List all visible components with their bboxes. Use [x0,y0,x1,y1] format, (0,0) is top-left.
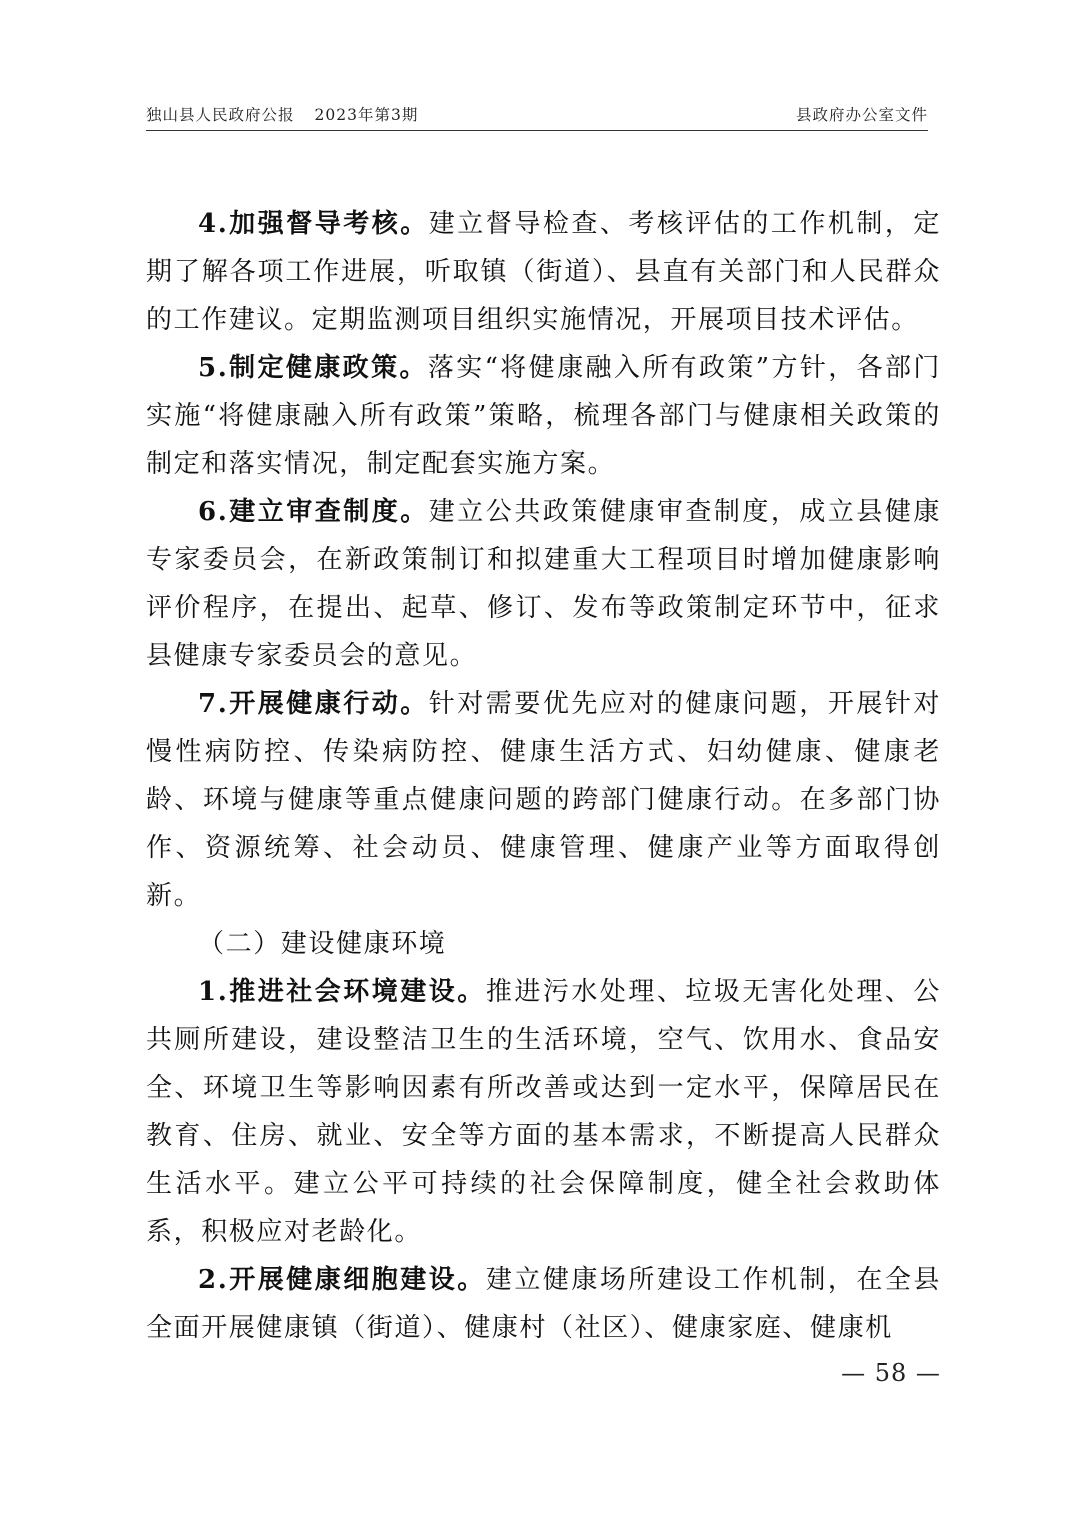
header-divider [146,130,928,131]
document-body [146,200,941,1352]
paragraph-health-policy [146,344,941,488]
paragraph-review-system [146,488,941,680]
paragraph-health-action [146,680,941,920]
running-header [146,104,928,126]
paragraph-text: 针对需要优先应对的健康问题，开展针对慢性病防控、传染病防控、健康生活方式、妇幼健康、健康老龄、环境与健康等重点健康问题的跨部门健康行动。在多部门协作、资源统筹、社会动员、健康管理、健康产业等方面取得创新。 [146,689,941,911]
paragraph-social-environment [146,968,941,1256]
section-title: 县政府办公室文件 [795,106,928,124]
issue-number: 2023年第3期 [314,106,419,124]
paragraph-text: 建立公共政策健康审查制度，成立县健康专家委员会，在新政策制订和拟建重大工程项目时增加健康影响评价程序，在提出、起草、修订、发布等政策制定环节中，征求县健康专家委员会的意见。 [146,497,941,671]
paragraph-text: 建立健康场所建设工作机制，在全县全面开展健康镇（街道）、健康村（社区）、健康家庭、健康机 [146,1265,941,1343]
paragraph-lead: 4.加强督导考核。 [198,209,429,239]
paragraph-text: 落实“将健康融入所有政策”方针，各部门实施“将健康融入所有政策”策略，梳理各部门与健康相关政策的制定和落实情况，制定配套实施方案。 [146,353,941,479]
paragraph-health-cells [146,1256,941,1352]
publication-title: 独山县人民政府公报 [146,106,295,124]
page-number: — 58 — [841,1359,941,1387]
header-left [146,104,418,126]
paragraph-lead: 2.开展健康细胞建设。 [198,1265,486,1295]
paragraph-strengthen-supervision [146,200,941,344]
section-subheading: （二）建设健康环境 [198,929,447,959]
paragraph-lead: 1.推进社会环境建设。 [198,977,486,1007]
paragraph-text: 推进污水处理、垃圾无害化处理、公共厕所建设，建设整洁卫生的生活环境，空气、饮用水、食品安全、环境卫生等影响因素有所改善或达到一定水平，保障居民在教育、住房、就业、安全等方面的基本需求，不断提高人民群众生活水平。建立公平可持续的社会保障制度，健全社会救助体系，积极应对老龄化。 [146,977,941,1247]
paragraph-lead: 6.建立审查制度。 [198,497,429,527]
paragraph-lead: 5.制定健康政策。 [198,353,428,383]
paragraph-text: 建立督导检查、考核评估的工作机制，定期了解各项工作进展，听取镇（街道）、县直有关部门和人民群众的工作建议。定期监测项目组织实施情况，开展项目技术评估。 [146,209,941,335]
paragraph-lead: 7.开展健康行动。 [198,689,429,719]
